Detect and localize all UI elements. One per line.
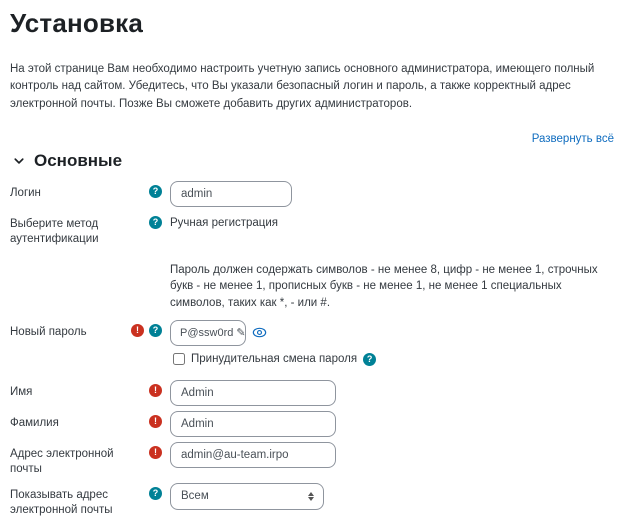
intro-text: На этой странице Вам необходимо настроить учетную запись основного администратора, имеющего полный контроль над сайтом. Убедитесь, что Вы указали безопасный логин и пароль, а также корректный адрес электронной почты. Позже Вы сможете добавить других администраторов. xyxy=(10,63,595,110)
page-title: Установка xyxy=(10,8,144,38)
required-icon: ! xyxy=(149,415,162,428)
force-password-change-label: Принудительная смена пароля xyxy=(191,353,358,366)
form-row-firstname xyxy=(10,380,614,406)
password-value: P@ssw0rd xyxy=(180,326,234,339)
email-label: Адрес электронной почты xyxy=(10,447,114,476)
firstname-input[interactable] xyxy=(170,380,336,406)
force-password-change-row xyxy=(173,353,614,366)
help-icon[interactable]: ? xyxy=(149,487,162,500)
new-password-label: Новый пароль xyxy=(10,325,87,338)
form-row-auth-method xyxy=(10,212,614,248)
form-row-new-password xyxy=(10,320,614,346)
expand-all-row xyxy=(10,129,614,147)
help-icon[interactable]: ? xyxy=(149,216,162,229)
username-input[interactable] xyxy=(170,181,292,207)
expand-all-link[interactable]: Развернуть всё xyxy=(531,132,614,145)
required-icon: ! xyxy=(149,384,162,397)
force-password-change-checkbox[interactable] xyxy=(173,353,185,365)
email-visibility-label: Показывать адрес электронной почты xyxy=(10,488,113,517)
chevron-down-icon[interactable] xyxy=(12,154,26,168)
selected-option: Всем xyxy=(181,490,209,503)
eye-icon[interactable] xyxy=(252,326,267,339)
form-row-email-visibility xyxy=(10,483,614,519)
auth-method-label: Выберите метод аутентификации xyxy=(10,217,99,246)
new-password-input[interactable] xyxy=(170,320,246,346)
firstname-label: Имя xyxy=(10,385,33,398)
select-arrows-icon xyxy=(308,492,314,501)
help-icon[interactable]: ? xyxy=(149,185,162,198)
help-icon[interactable]: ? xyxy=(363,353,376,366)
lastname-input[interactable] xyxy=(170,411,336,437)
email-input[interactable] xyxy=(170,442,336,468)
form-row-username xyxy=(10,181,614,207)
form-row-email xyxy=(10,442,614,478)
pencil-icon: ✎ xyxy=(236,327,246,340)
password-hint: Пароль должен содержать символов - не менее 8, цифр - не менее 1, строчных букв - не менее 1, прописных букв - не менее 1, не менее 1 специальных символов, таких как *, - или #. xyxy=(170,263,598,310)
username-label: Логин xyxy=(10,186,41,199)
lastname-label: Фамилия xyxy=(10,416,59,429)
required-icon: ! xyxy=(149,446,162,459)
required-icon: ! xyxy=(131,324,144,337)
section-title: Основные xyxy=(34,150,123,170)
email-visibility-select[interactable] xyxy=(170,483,324,510)
auth-method-value: Ручная регистрация xyxy=(170,216,279,229)
section-header-general[interactable] xyxy=(12,151,614,171)
help-icon[interactable]: ? xyxy=(149,324,162,337)
form-row-lastname xyxy=(10,411,614,437)
